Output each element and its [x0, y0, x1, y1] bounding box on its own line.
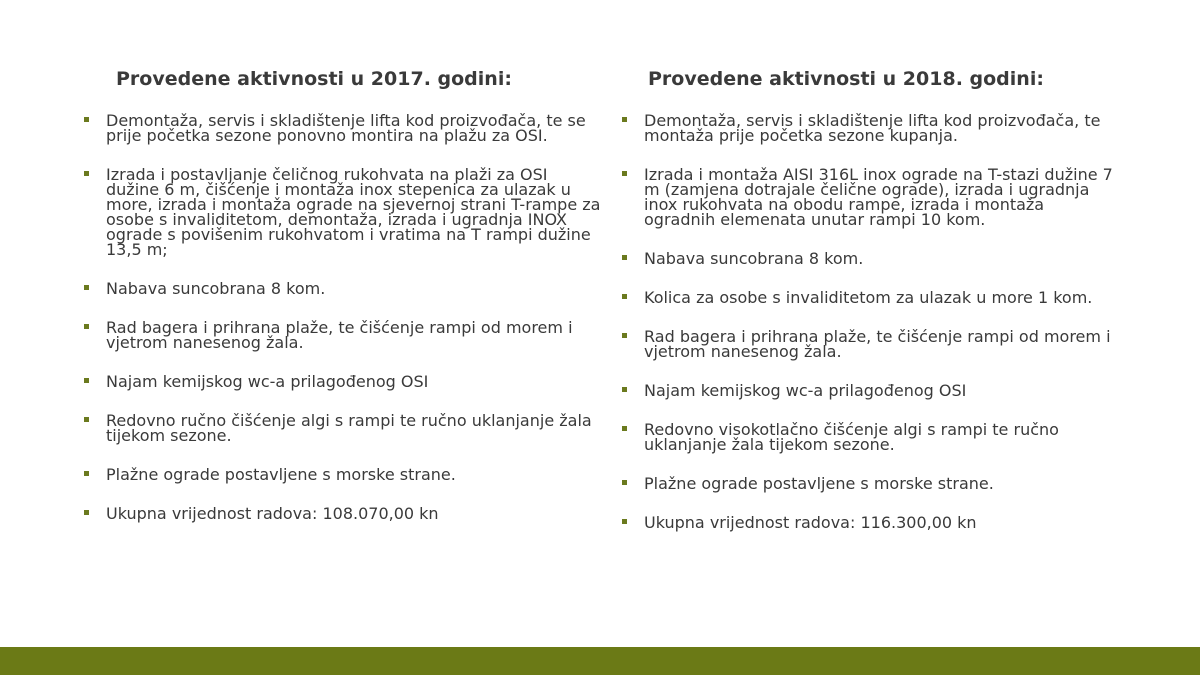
square-bullet-icon	[622, 519, 627, 524]
column-title-2017: Provedene aktivnosti u 2017. godini:	[116, 68, 512, 90]
list-item	[82, 167, 602, 257]
list-item	[82, 467, 602, 482]
list-item	[82, 113, 602, 143]
total-value-2017: Ukupna vrijednost radova: 108.070,00 kn	[106, 504, 439, 523]
square-bullet-icon	[622, 387, 627, 392]
list-item-text: Najam kemijskog wc-a prilagođenog OSI	[644, 381, 967, 400]
square-bullet-icon	[622, 426, 627, 431]
list-item-text: Demontaža, servis i skladištenje lifta kod proizvođača, te montaža prije početka sezone kupanja.	[644, 111, 1101, 145]
column-title-2018: Provedene aktivnosti u 2018. godini:	[648, 68, 1044, 90]
list-item	[82, 281, 602, 296]
square-bullet-icon	[84, 510, 89, 515]
square-bullet-icon	[622, 117, 627, 122]
square-bullet-icon	[622, 171, 627, 176]
square-bullet-icon	[84, 471, 89, 476]
total-value-2018: Ukupna vrijednost radova: 116.300,00 kn	[644, 513, 977, 532]
list-item	[82, 374, 602, 389]
list-item-text: Izrada i montaža AISI 316L inox ograde na T-stazi dužine 7 m (zamjena dotrajale čelične ograde), izrada i ugradnja inox rukohvata na obodu rampe, izrada i montaža ogradnih elemenata unutar rampi 10 kom.	[644, 165, 1113, 229]
list-item-text: Rad bagera i prihrana plaže, te čišćenje rampi od morem i vjetrom nanesenog žala.	[644, 327, 1111, 361]
list-item-text: Nabava suncobrana 8 kom.	[106, 279, 326, 298]
list-item	[82, 506, 602, 521]
list-item	[620, 476, 1120, 491]
list-item	[82, 413, 602, 443]
activities-list-2017	[82, 113, 602, 545]
footer-accent-bar	[0, 647, 1200, 675]
square-bullet-icon	[84, 171, 89, 176]
list-item	[620, 329, 1120, 359]
square-bullet-icon	[622, 480, 627, 485]
square-bullet-icon	[84, 378, 89, 383]
list-item	[620, 290, 1120, 305]
list-item	[620, 167, 1120, 227]
list-item	[620, 251, 1120, 266]
square-bullet-icon	[622, 255, 627, 260]
square-bullet-icon	[84, 324, 89, 329]
square-bullet-icon	[622, 294, 627, 299]
list-item-text: Redovno visokotlačno čišćenje algi s rampi te ručno uklanjanje žala tijekom sezone.	[644, 420, 1059, 454]
list-item	[620, 113, 1120, 143]
list-item-text: Najam kemijskog wc-a prilagođenog OSI	[106, 372, 429, 391]
list-item-text: Redovno ručno čišćenje algi s rampi te ručno uklanjanje žala tijekom sezone.	[106, 411, 592, 445]
list-item-text: Plažne ograde postavljene s morske strane.	[106, 465, 456, 484]
list-item-text: Nabava suncobrana 8 kom.	[644, 249, 864, 268]
list-item-text: Kolica za osobe s invaliditetom za ulazak u more 1 kom.	[644, 288, 1093, 307]
square-bullet-icon	[84, 117, 89, 122]
list-item-text: Rad bagera i prihrana plaže, te čišćenje rampi od morem i vjetrom nanesenog žala.	[106, 318, 573, 352]
list-item	[82, 320, 602, 350]
list-item	[620, 515, 1120, 530]
square-bullet-icon	[84, 417, 89, 422]
list-item-text: Izrada i postavljanje čeličnog rukohvata na plaži za OSI dužine 6 m, čišćenje i montaža inox stepenica za ulazak u more, izrada i montaža ograde na sjevernoj strani T-rampe za osobe s invaliditetom, demontaža, izrada i ugradnja INOX ograde s povišenim rukohvatom i vratima na T rampi dužine 13,5 m;	[106, 165, 601, 259]
activities-list-2018	[620, 113, 1120, 554]
square-bullet-icon	[84, 285, 89, 290]
list-item	[620, 383, 1120, 398]
square-bullet-icon	[622, 333, 627, 338]
list-item	[620, 422, 1120, 452]
list-item-text: Demontaža, servis i skladištenje lifta kod proizvođača, te se prije početka sezone ponovno montira na plažu za OSI.	[106, 111, 586, 145]
list-item-text: Plažne ograde postavljene s morske strane.	[644, 474, 994, 493]
